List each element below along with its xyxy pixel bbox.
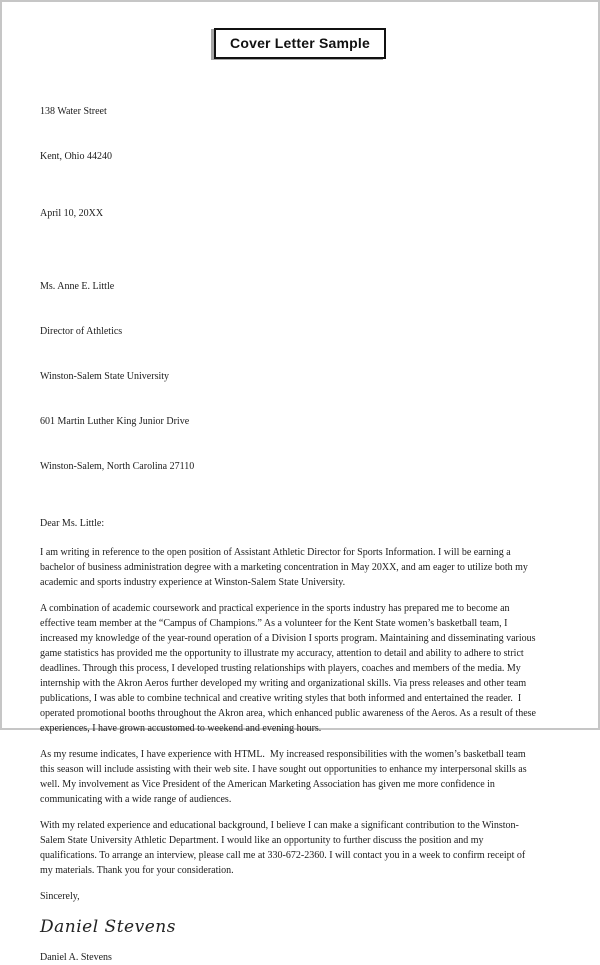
recipient-name: Ms. Anne E. Little: [40, 281, 115, 292]
closing-salutation: Sincerely,: [40, 891, 80, 902]
paragraph-experience: A combination of academic coursework and practical experience in the sports industry has prepared me to become an effective team member at the “Campus of Champions.” As a volunteer for the Kent State women’s basketball team, I increased my knowledge of the year-round operation of a Division I sports program. Maintaining and disseminating various game statistics has provided me the opportunity to illustrate my accuracy, attention to detail and ability to adhere to strict deadlines. Through this process, I developed trusting relationships with players, coaches and members of the media. My internship with the Akron Aeros further developed my writing and organizational skills. Via press releases and other team publications, I was able to combine technical and creative writing styles that both informed and entertained the reader. I operated promotional booths throughout the Akron area, which enhanced public awareness of the Aeros. As a result of these experiences, I have grown accustomed to weekend and evening hours.: [40, 603, 539, 734]
recipient-city-state: Winston-Salem, North Carolina 27110: [40, 461, 195, 472]
page-title: Cover Letter Sample: [230, 35, 370, 51]
typed-name: Daniel A. Stevens: [40, 952, 112, 963]
title-box: [214, 28, 386, 59]
recipient-street: 601 Martin Luther King Junior Drive: [40, 416, 190, 427]
sender-address: [40, 74, 540, 194]
recipient-organization: Winston-Salem State University: [40, 371, 170, 382]
sender-address-line: Kent, Ohio 44240: [40, 151, 112, 162]
paragraph-intro: I am writing in reference to the open position of Assistant Athletic Director for Sports Information. I will be earning a bachelor of business administration degree with a marketing concentration in May 20XX, and am eager to utilize both my academic and sports industry experience at Winston-Salem State University.: [40, 547, 531, 588]
handwritten-signature: Daniel Stevens: [40, 917, 176, 937]
sender-address-line: 138 Water Street: [40, 106, 107, 117]
paragraph-closing-request: With my related experience and educational background, I believe I can make a significant contribution to the Winston-Salem State University Athletic Department. I would like an opportunity to further discuss the position and my qualifications. To arrange an interview, please call me at 330-672-2360. I will contact you in a week to confirm receipt of my materials. Thank you for your consideration.: [40, 820, 528, 876]
letter-body: [40, 74, 540, 965]
letter-date: April 10, 20XX: [40, 208, 104, 219]
paragraph-skills: As my resume indicates, I have experience with HTML. My increased responsibilities with the women’s basketball team this season will include assisting with their web site. I have sought out opportunities to enhance my interpersonal skills as well. My involvement as Vice President of the American Marketing Association has given me more confidence in communicating with a wide range of audiences.: [40, 749, 530, 805]
recipient-title: Director of Athletics: [40, 326, 123, 337]
salutation: Dear Ms. Little:: [40, 518, 105, 529]
recipient-address: [40, 249, 540, 504]
